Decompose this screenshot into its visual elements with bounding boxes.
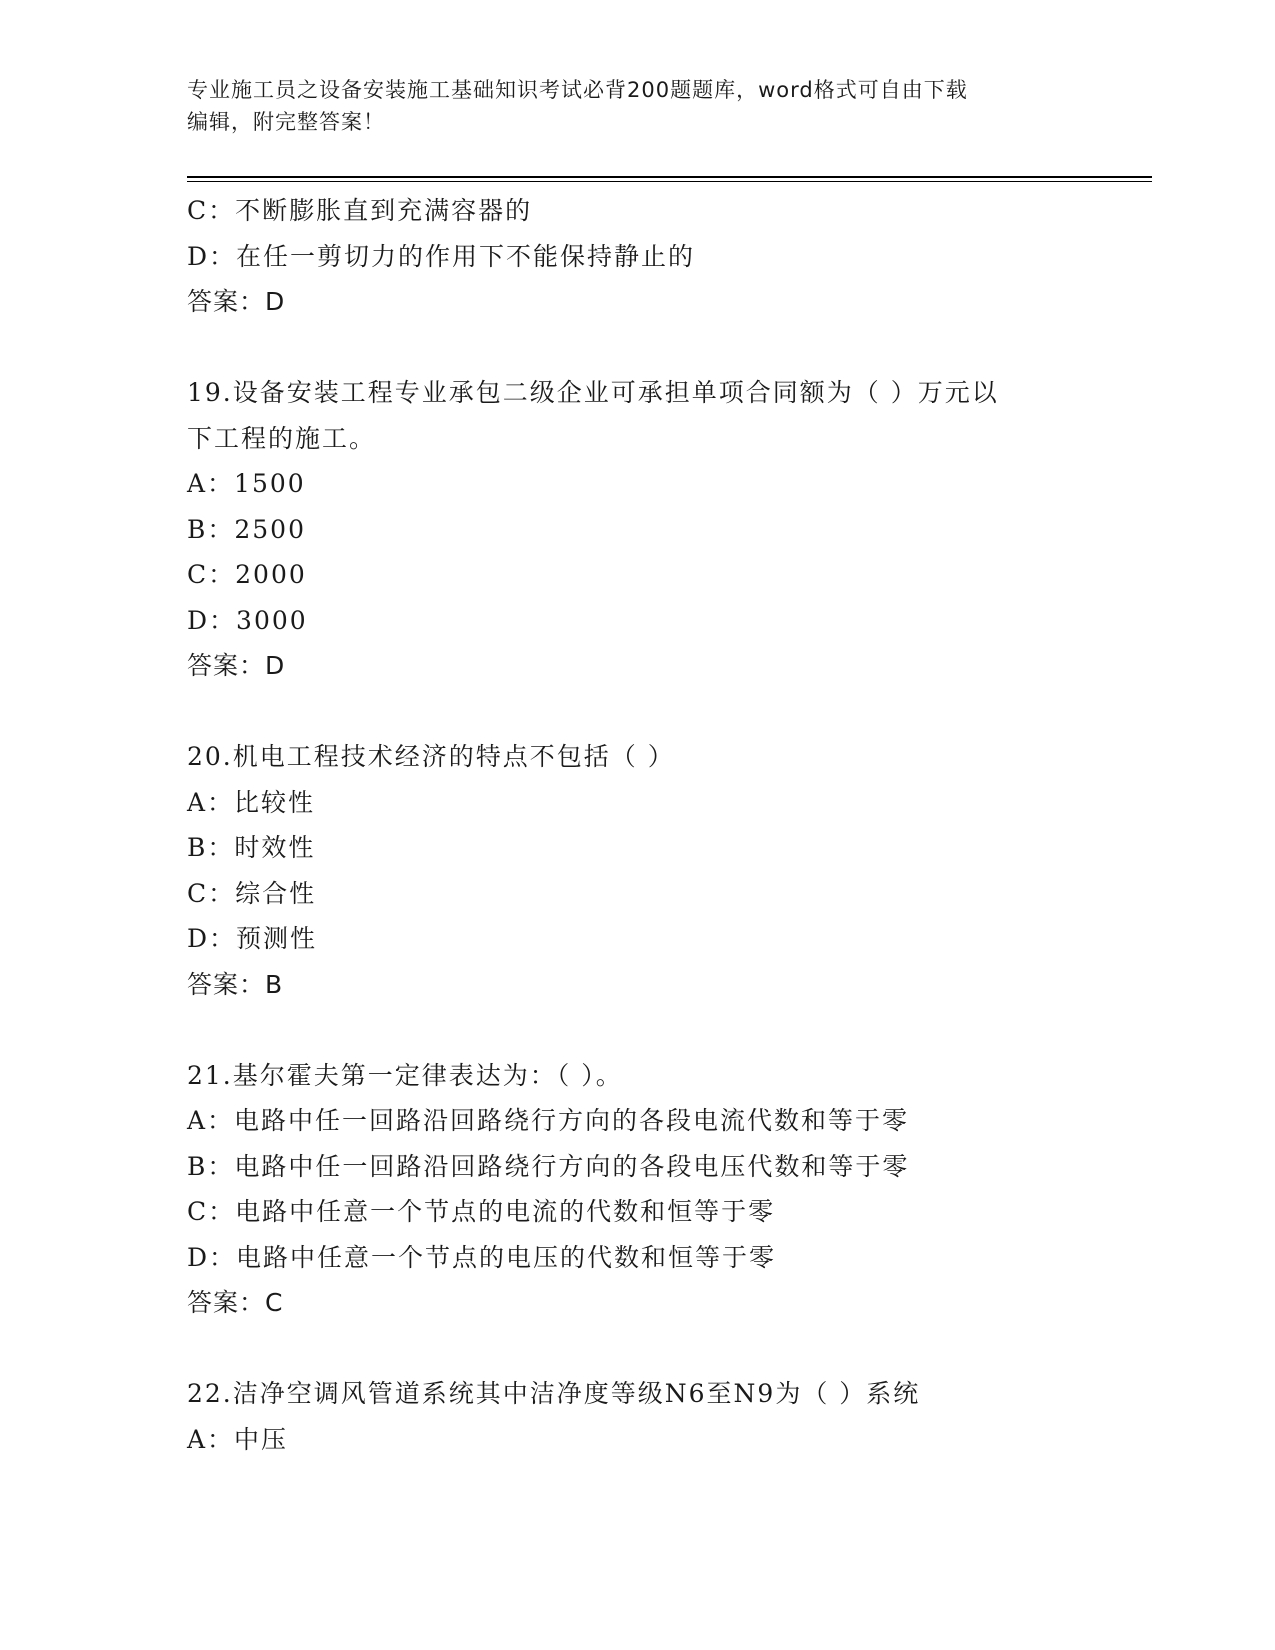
option-d: D：在任一剪切力的作用下不能保持静止的 [187,241,696,271]
option-c: C：综合性 [187,878,317,908]
option-a: A：电路中任一回路沿回路绕行方向的各段电流代数和等于零 [187,1106,910,1135]
answer-line: 答案：D [187,287,286,316]
question-list [187,188,1087,1462]
option-d: D：预测性 [187,924,318,953]
header-divider-thick [187,176,1152,178]
question-stem: 22.洁净空调风管道系统其中洁净度等级N6至N9为（ ）系统 [187,1379,921,1408]
answer-line: 答案：B [187,969,284,999]
question-19 [187,370,1087,689]
question-stem-continued: 下工程的施工。 [187,423,377,453]
answer-line: 答案：C [187,1288,284,1317]
option-b: B：时效性 [187,833,316,862]
option-a: A：中压 [187,1424,289,1454]
option-a: A：比较性 [187,787,316,817]
question-spacer [187,689,1087,735]
question-21 [187,1053,1087,1326]
option-c: C：电路中任意一个节点的电流的代数和恒等于零 [187,1197,776,1226]
question-20 [187,734,1087,1007]
option-b: B：2500 [187,514,306,544]
question-stem: 19.设备安装工程专业承包二级企业可承担单项合同额为（ ）万元以 [187,378,999,407]
option-d: D：3000 [187,605,308,635]
option-c: C：不断膨胀直到充满容器的 [187,196,533,225]
question-22 [187,1371,1087,1462]
option-a: A：1500 [187,469,306,498]
question-spacer [187,325,1087,371]
question-18-continued [187,188,1087,325]
option-c: C：2000 [187,560,307,589]
question-spacer [187,1007,1087,1053]
header-title-line-2: 编辑，附完整答案！ [187,110,385,134]
option-b: B：电路中任一回路沿回路绕行方向的各段电压代数和等于零 [187,1151,910,1181]
option-d: D：电路中任意一个节点的电压的代数和恒等于零 [187,1242,777,1272]
answer-line: 答案：D [187,651,286,680]
header-divider-thin [187,181,1152,182]
header-title-line-1: 专业施工员之设备安装施工基础知识考试必背200题题库，word格式可自由下载 [187,78,968,102]
question-stem: 21.基尔霍夫第一定律表达为：（ ）。 [187,1060,623,1090]
document-header [187,74,1087,138]
question-stem: 20.机电工程技术经济的特点不包括（ ） [187,742,675,771]
question-spacer [187,1326,1087,1372]
